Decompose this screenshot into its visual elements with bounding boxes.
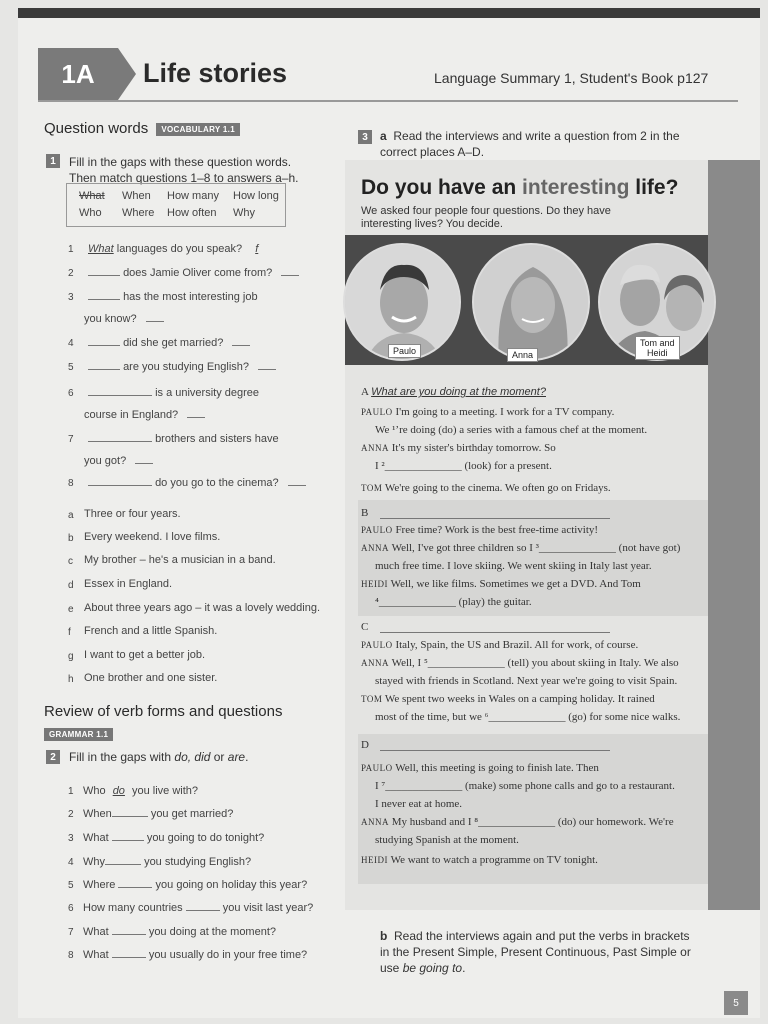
answer-c: My brother – he's a musician in a band.	[84, 554, 276, 566]
interview-d-label: D	[361, 739, 369, 751]
headline-pre: Do you have an	[361, 176, 523, 199]
question-3-cont	[84, 312, 164, 326]
unit-tab: 1A	[38, 48, 118, 100]
c-line-1-text: Italy, Spain, the US and Brazil. All for work, of course.	[395, 639, 639, 651]
a-line-2-text: We ¹’re doing (do) a series with a famous chef at the moment.	[375, 424, 648, 436]
speaker: HEIDI	[361, 579, 388, 589]
blank[interactable]	[88, 266, 120, 276]
word-where: Where	[122, 207, 155, 219]
b-line-4	[361, 577, 706, 591]
b-line-1-text: Free time? Work is the best free-time activity!	[395, 524, 599, 536]
grammar-item-3-pre: What	[83, 832, 109, 844]
ex3a-line-1	[380, 128, 720, 144]
ex3b-line-1	[380, 928, 720, 944]
d-line-4	[361, 815, 706, 829]
question-1-text: languages do you speak?	[116, 243, 243, 255]
d-line-6	[361, 853, 706, 867]
interview-b-text	[361, 523, 706, 609]
question-7-cont	[84, 454, 153, 468]
c-line-4-text: We spent two weeks in Wales on a camping holiday. It rained	[384, 693, 655, 705]
speaker: PAULO	[361, 525, 393, 535]
question-number: 7	[68, 434, 74, 445]
label-anna: Anna	[507, 348, 538, 362]
b-line-5-text: ⁴______________ (play) the guitar.	[375, 596, 532, 608]
speaker: TOM	[361, 694, 383, 704]
c-line-2-text: Well, I ⁵______________ (tell) you about skiing in Italy. We also	[391, 657, 679, 669]
vocab-instruction	[69, 154, 298, 186]
speaker: PAULO	[361, 407, 393, 417]
question-2-text: does Jamie Oliver come from?	[123, 267, 273, 279]
word-how-often: How often	[167, 207, 217, 219]
answer-letter: g	[68, 651, 74, 662]
question-3	[88, 290, 258, 304]
a-line-1-text: I'm going to a meeting. I work for a TV company.	[395, 406, 615, 418]
grammar-instruction-em: do, did	[174, 750, 211, 764]
grammar-item-1-pre: Who	[83, 785, 106, 797]
grammar-item-3	[83, 831, 264, 845]
grammar-item-1-post: you live with?	[132, 785, 199, 797]
word-how-many: How many	[167, 190, 219, 202]
grammar-item-4	[83, 855, 251, 869]
d-line-3-text: I never eat at home.	[375, 798, 463, 810]
grammar-instruction-end: .	[245, 750, 249, 764]
a-line-3	[361, 441, 706, 455]
header-divider	[38, 100, 738, 102]
grammar-item-6-pre: How many countries	[83, 902, 183, 914]
grammar-item-4-post: you studying English?	[144, 856, 252, 868]
grammar-number: 1	[68, 786, 74, 797]
headline-post: life?	[629, 176, 679, 199]
grammar-item-7-post: you doing at the moment?	[148, 926, 277, 938]
grammar-item-7-pre: What	[83, 926, 109, 938]
question-5	[88, 360, 276, 374]
interview-c-text	[361, 638, 706, 724]
interview-d-text	[361, 761, 706, 867]
worksheet-page	[18, 8, 760, 1018]
b-line-5	[361, 595, 706, 609]
grammar-badge-wrap	[44, 726, 113, 744]
vocab-instruction-line-1: Fill in the gaps with these question words.	[69, 155, 292, 169]
grammar-item-7	[83, 925, 276, 939]
answer-a: Three or four years.	[84, 508, 181, 520]
grammar-number: 3	[68, 833, 74, 844]
question-1	[88, 242, 258, 256]
question-number: 3	[68, 292, 74, 303]
b-line-3-text: much free time. I love skiing. We went skiing in Italy last year.	[375, 560, 652, 572]
question-1-answer: What	[88, 243, 114, 255]
ex3b-text-end: .	[462, 961, 466, 975]
d-line-5-text: studying Spanish at the moment.	[375, 834, 519, 846]
question-2	[88, 266, 299, 280]
grammar-item-8	[83, 948, 307, 962]
label-paulo: Paulo	[388, 344, 421, 358]
question-6-text: is a university degree	[155, 387, 260, 399]
speaker: PAULO	[361, 640, 393, 650]
grammar-item-2-post: you get married?	[150, 808, 234, 820]
anna-portrait	[474, 245, 590, 361]
unit-arrow	[118, 48, 136, 100]
answer-h: One brother and one sister.	[84, 672, 218, 684]
c-line-2	[361, 656, 706, 670]
a-line-5-text: We're going to the cinema. We often go on Fridays.	[384, 482, 611, 494]
question-6	[88, 386, 259, 400]
question-1-match: f	[255, 243, 259, 255]
blank[interactable]	[112, 831, 144, 841]
grammar-item-1	[83, 784, 198, 798]
ex3b-text-em: be going to	[402, 961, 463, 975]
blank[interactable]	[105, 855, 141, 865]
a-line-5	[361, 481, 706, 495]
answer-letter: d	[68, 580, 74, 591]
b-line-4-text: Well, we like films. Sometimes we get a DVD. And Tom	[390, 578, 641, 590]
word-who: Who	[79, 207, 102, 219]
ex3a-text-1: Read the interviews and write a question from 2 in the	[393, 129, 680, 143]
photo-anna	[472, 243, 590, 361]
ex3b-line-3	[380, 960, 720, 976]
top-bar	[18, 8, 760, 18]
speaker: HEIDI	[361, 855, 388, 865]
d-line-3	[361, 797, 706, 811]
blank[interactable]	[88, 336, 120, 346]
match-blank[interactable]	[135, 454, 153, 464]
question-4	[88, 336, 250, 350]
ex3b-instruction	[380, 928, 720, 976]
blank[interactable]	[88, 432, 152, 442]
ex3b-text-1: Read the interviews again and put the verbs in brackets	[394, 929, 690, 943]
interview-a-label: A	[361, 386, 369, 398]
answer-g: I want to get a better job.	[84, 649, 206, 661]
question-3-cont-text: you know?	[84, 313, 137, 325]
a-line-4-text: I ²______________ (look) for a present.	[375, 460, 552, 472]
grammar-item-5	[83, 878, 307, 892]
exercise-number-1: 1	[46, 154, 60, 168]
d-line-5	[361, 833, 706, 847]
interview-c-label: C	[361, 621, 369, 633]
grammar-number: 5	[68, 880, 74, 891]
grammar-instruction	[69, 749, 248, 765]
match-blank[interactable]	[232, 336, 250, 346]
blank[interactable]	[112, 948, 146, 958]
question-7-cont-text: you got?	[84, 455, 127, 467]
c-line-3	[361, 674, 706, 688]
answer-letter: b	[68, 533, 74, 544]
blank[interactable]	[88, 290, 120, 300]
ex3a-label: a	[380, 129, 387, 143]
speaker: ANNA	[361, 443, 389, 453]
a-line-3-text: It's my sister's birthday tomorrow. So	[391, 442, 556, 454]
grammar-number: 6	[68, 903, 74, 914]
blank[interactable]	[118, 878, 152, 888]
word-what: What	[79, 190, 105, 202]
match-blank[interactable]	[187, 408, 205, 418]
b-line-2-text: Well, I've got three children so I ³______________ (not have got)	[391, 542, 681, 554]
c-line-3-text: stayed with friends in Scotland. Next year we're going to visit Spain.	[375, 675, 678, 687]
question-number: 4	[68, 338, 74, 349]
ex3b-line-2: in the Present Simple, Present Continuous, Past Simple or	[380, 945, 691, 959]
question-7-text: brothers and sisters have	[155, 433, 279, 445]
d-line-1-text: Well, this meeting is going to finish late. Then	[395, 762, 599, 774]
subhead-line-2: interesting lives? You decide.	[361, 218, 503, 230]
exercise-number-2: 2	[46, 750, 60, 764]
c-line-5-text: most of the time, but we ⁶______________ (go) for some nice walks.	[375, 711, 681, 723]
blank[interactable]	[88, 360, 120, 370]
grammar-instruction-mid: or	[210, 750, 228, 764]
a-line-4	[361, 459, 706, 473]
c-line-1	[361, 638, 706, 652]
grammar-item-4-pre: Why	[83, 856, 105, 868]
answer-f: French and a little Spanish.	[84, 625, 218, 637]
match-blank[interactable]	[281, 266, 299, 276]
question-number: 5	[68, 362, 74, 373]
interview-c-answer-line[interactable]	[380, 632, 610, 633]
grammar-item-2-pre: When	[83, 808, 112, 820]
question-7	[88, 432, 279, 446]
label-tom-heidi	[635, 336, 680, 360]
section-title-question-words	[44, 120, 240, 137]
grammar-item-8-post: you usually do in your free time?	[148, 949, 308, 961]
grammar-instruction-em2: are	[227, 750, 246, 764]
d-line-4-text: My husband and I ⁸______________ (do) our homework. We're	[391, 816, 674, 828]
vocab-badge: VOCABULARY 1.1	[156, 123, 240, 136]
article-subhead	[361, 205, 641, 231]
blank[interactable]	[112, 925, 146, 935]
question-number: 1	[68, 244, 74, 255]
blank[interactable]	[88, 386, 152, 396]
c-line-5	[361, 710, 706, 724]
grammar-number: 7	[68, 927, 74, 938]
question-number: 6	[68, 388, 74, 399]
d-line-6-text: We want to watch a programme on TV tonight.	[390, 854, 598, 866]
answer-letter: c	[68, 556, 73, 567]
blank[interactable]	[186, 901, 220, 911]
ex3b-label: b	[380, 929, 388, 943]
speaker: ANNA	[361, 658, 389, 668]
grammar-item-2	[83, 807, 233, 821]
grammar-item-8-pre: What	[83, 949, 109, 961]
interview-b-answer-line[interactable]	[380, 518, 610, 519]
grammar-item-5-post: you going on holiday this year?	[155, 879, 308, 891]
grammar-item-3-post: you going to do tonight?	[146, 832, 265, 844]
c-line-4	[361, 692, 706, 706]
word-why: Why	[233, 207, 255, 219]
d-line-2	[361, 779, 706, 793]
b-line-1	[361, 523, 706, 537]
grammar-item-6-post: you visit last year?	[222, 902, 314, 914]
question-number: 2	[68, 268, 74, 279]
grammar-item-6	[83, 901, 313, 915]
b-line-3	[361, 559, 706, 573]
word-when: When	[122, 190, 151, 202]
answer-letter: h	[68, 674, 74, 685]
question-number: 8	[68, 478, 74, 489]
ex3b-text-3: use	[380, 961, 403, 975]
speaker: PAULO	[361, 763, 393, 773]
answer-b: Every weekend. I love films.	[84, 531, 221, 543]
blank[interactable]	[88, 476, 152, 486]
question-3-text: has the most interesting job	[123, 291, 258, 303]
answer-letter: a	[68, 510, 74, 521]
a-line-2	[361, 423, 706, 437]
match-blank[interactable]	[258, 360, 276, 370]
d-line-2-text: I ⁷______________ (make) some phone calls and go to a restaurant.	[375, 780, 675, 792]
question-8-text: do you go to the cinema?	[155, 477, 279, 489]
match-blank[interactable]	[146, 312, 164, 322]
subhead-line-1: We asked four people four questions. Do they have	[361, 205, 611, 217]
word-box	[66, 183, 286, 227]
vocab-title: Question words	[44, 120, 149, 137]
grammar-number: 2	[68, 809, 74, 820]
question-5-text: are you studying English?	[123, 361, 250, 373]
vocab-instruction-line-2: Then match questions 1–8 to answers a–h.	[69, 171, 299, 185]
interview-d-answer-line[interactable]	[380, 750, 610, 751]
question-6-cont	[84, 408, 205, 422]
match-blank[interactable]	[288, 476, 306, 486]
speaker: ANNA	[361, 543, 389, 553]
grammar-badge: GRAMMAR 1.1	[44, 728, 113, 741]
grammar-item-5-pre: Where	[83, 879, 116, 891]
ex3a-line-2: correct places A–D.	[380, 145, 485, 159]
grammar-instruction-pre: Fill in the gaps with	[69, 750, 175, 764]
page-title: Life stories	[143, 58, 288, 88]
page-number: 5	[724, 991, 748, 1015]
interview-a-question: What are you doing at the moment?	[371, 386, 546, 398]
question-4-text: did she get married?	[123, 337, 224, 349]
answer-letter: f	[68, 627, 71, 638]
ex3a-instruction	[380, 128, 720, 160]
exercise-number-3: 3	[358, 130, 372, 144]
answer-letter: e	[68, 604, 74, 615]
headline-highlight: interesting	[522, 176, 630, 199]
grammar-number: 8	[68, 950, 74, 961]
side-strip	[708, 160, 760, 910]
label-heidi: Heidi	[647, 348, 668, 358]
interview-a	[361, 386, 546, 398]
b-line-2	[361, 541, 706, 555]
answer-e: About three years ago – it was a lovely wedding.	[84, 602, 321, 614]
answer-d: Essex in England.	[84, 578, 173, 590]
speaker: ANNA	[361, 817, 389, 827]
summary-reference: Language Summary 1, Student's Book p127	[434, 70, 709, 86]
grammar-number: 4	[68, 857, 74, 868]
interview-b-label: B	[361, 507, 369, 519]
speaker: TOM	[361, 483, 383, 493]
blank[interactable]	[112, 807, 148, 817]
d-line-1	[361, 761, 706, 775]
a-line-1	[361, 405, 706, 419]
section-title-review: Review of verb forms and questions	[44, 703, 283, 720]
question-6-cont-text: course in England?	[84, 409, 179, 421]
label-tom: Tom and	[640, 338, 675, 348]
interview-a-text	[361, 405, 706, 495]
word-how-long: How long	[233, 190, 279, 202]
article-headline	[361, 176, 678, 200]
grammar-item-1-answer: do	[112, 785, 125, 797]
question-8	[88, 476, 306, 490]
